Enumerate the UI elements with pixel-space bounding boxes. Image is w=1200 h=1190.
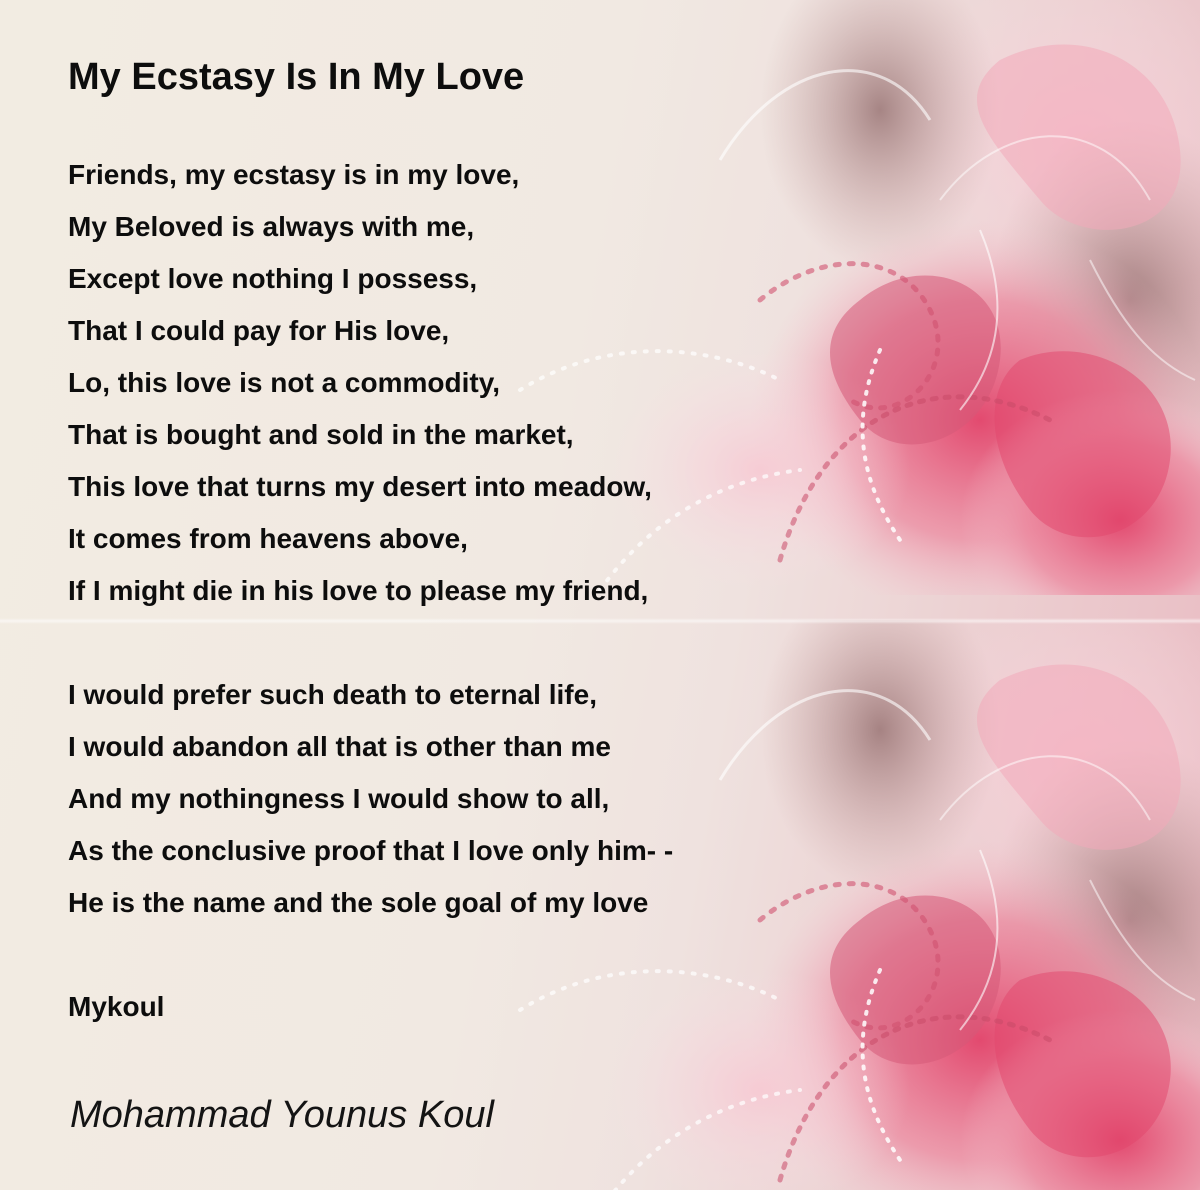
poem-line: That is bought and sold in the market, (68, 419, 574, 450)
poem-line: This love that turns my desert into meadow, (68, 471, 652, 502)
poem-line: I would prefer such death to eternal life, (68, 679, 597, 710)
poem-line: Friends, my ecstasy is in my love, (68, 159, 520, 190)
poem-author: Mohammad Younus Koul (70, 1094, 494, 1136)
poem-title: My Ecstasy Is In My Love (68, 56, 525, 98)
poem-line: I would abandon all that is other than me (68, 731, 611, 762)
poem-line: He is the name and the sole goal of my love (68, 887, 649, 918)
poem-line: If I might die in his love to please my friend, (68, 575, 649, 606)
background-seam (0, 618, 1200, 624)
poem-line: That I could pay for His love, (68, 315, 450, 346)
poem-line: Lo, this love is not a commodity, (68, 367, 500, 398)
poem-signature: Mykoul (68, 991, 165, 1022)
poem-line: And my nothingness I would show to all, (68, 783, 610, 814)
poem-line: As the conclusive proof that I love only him- - (68, 835, 674, 866)
poem-line: It comes from heavens above, (68, 523, 468, 554)
poem-line: My Beloved is always with me, (68, 211, 475, 242)
poem-line: Except love nothing I possess, (68, 263, 478, 294)
